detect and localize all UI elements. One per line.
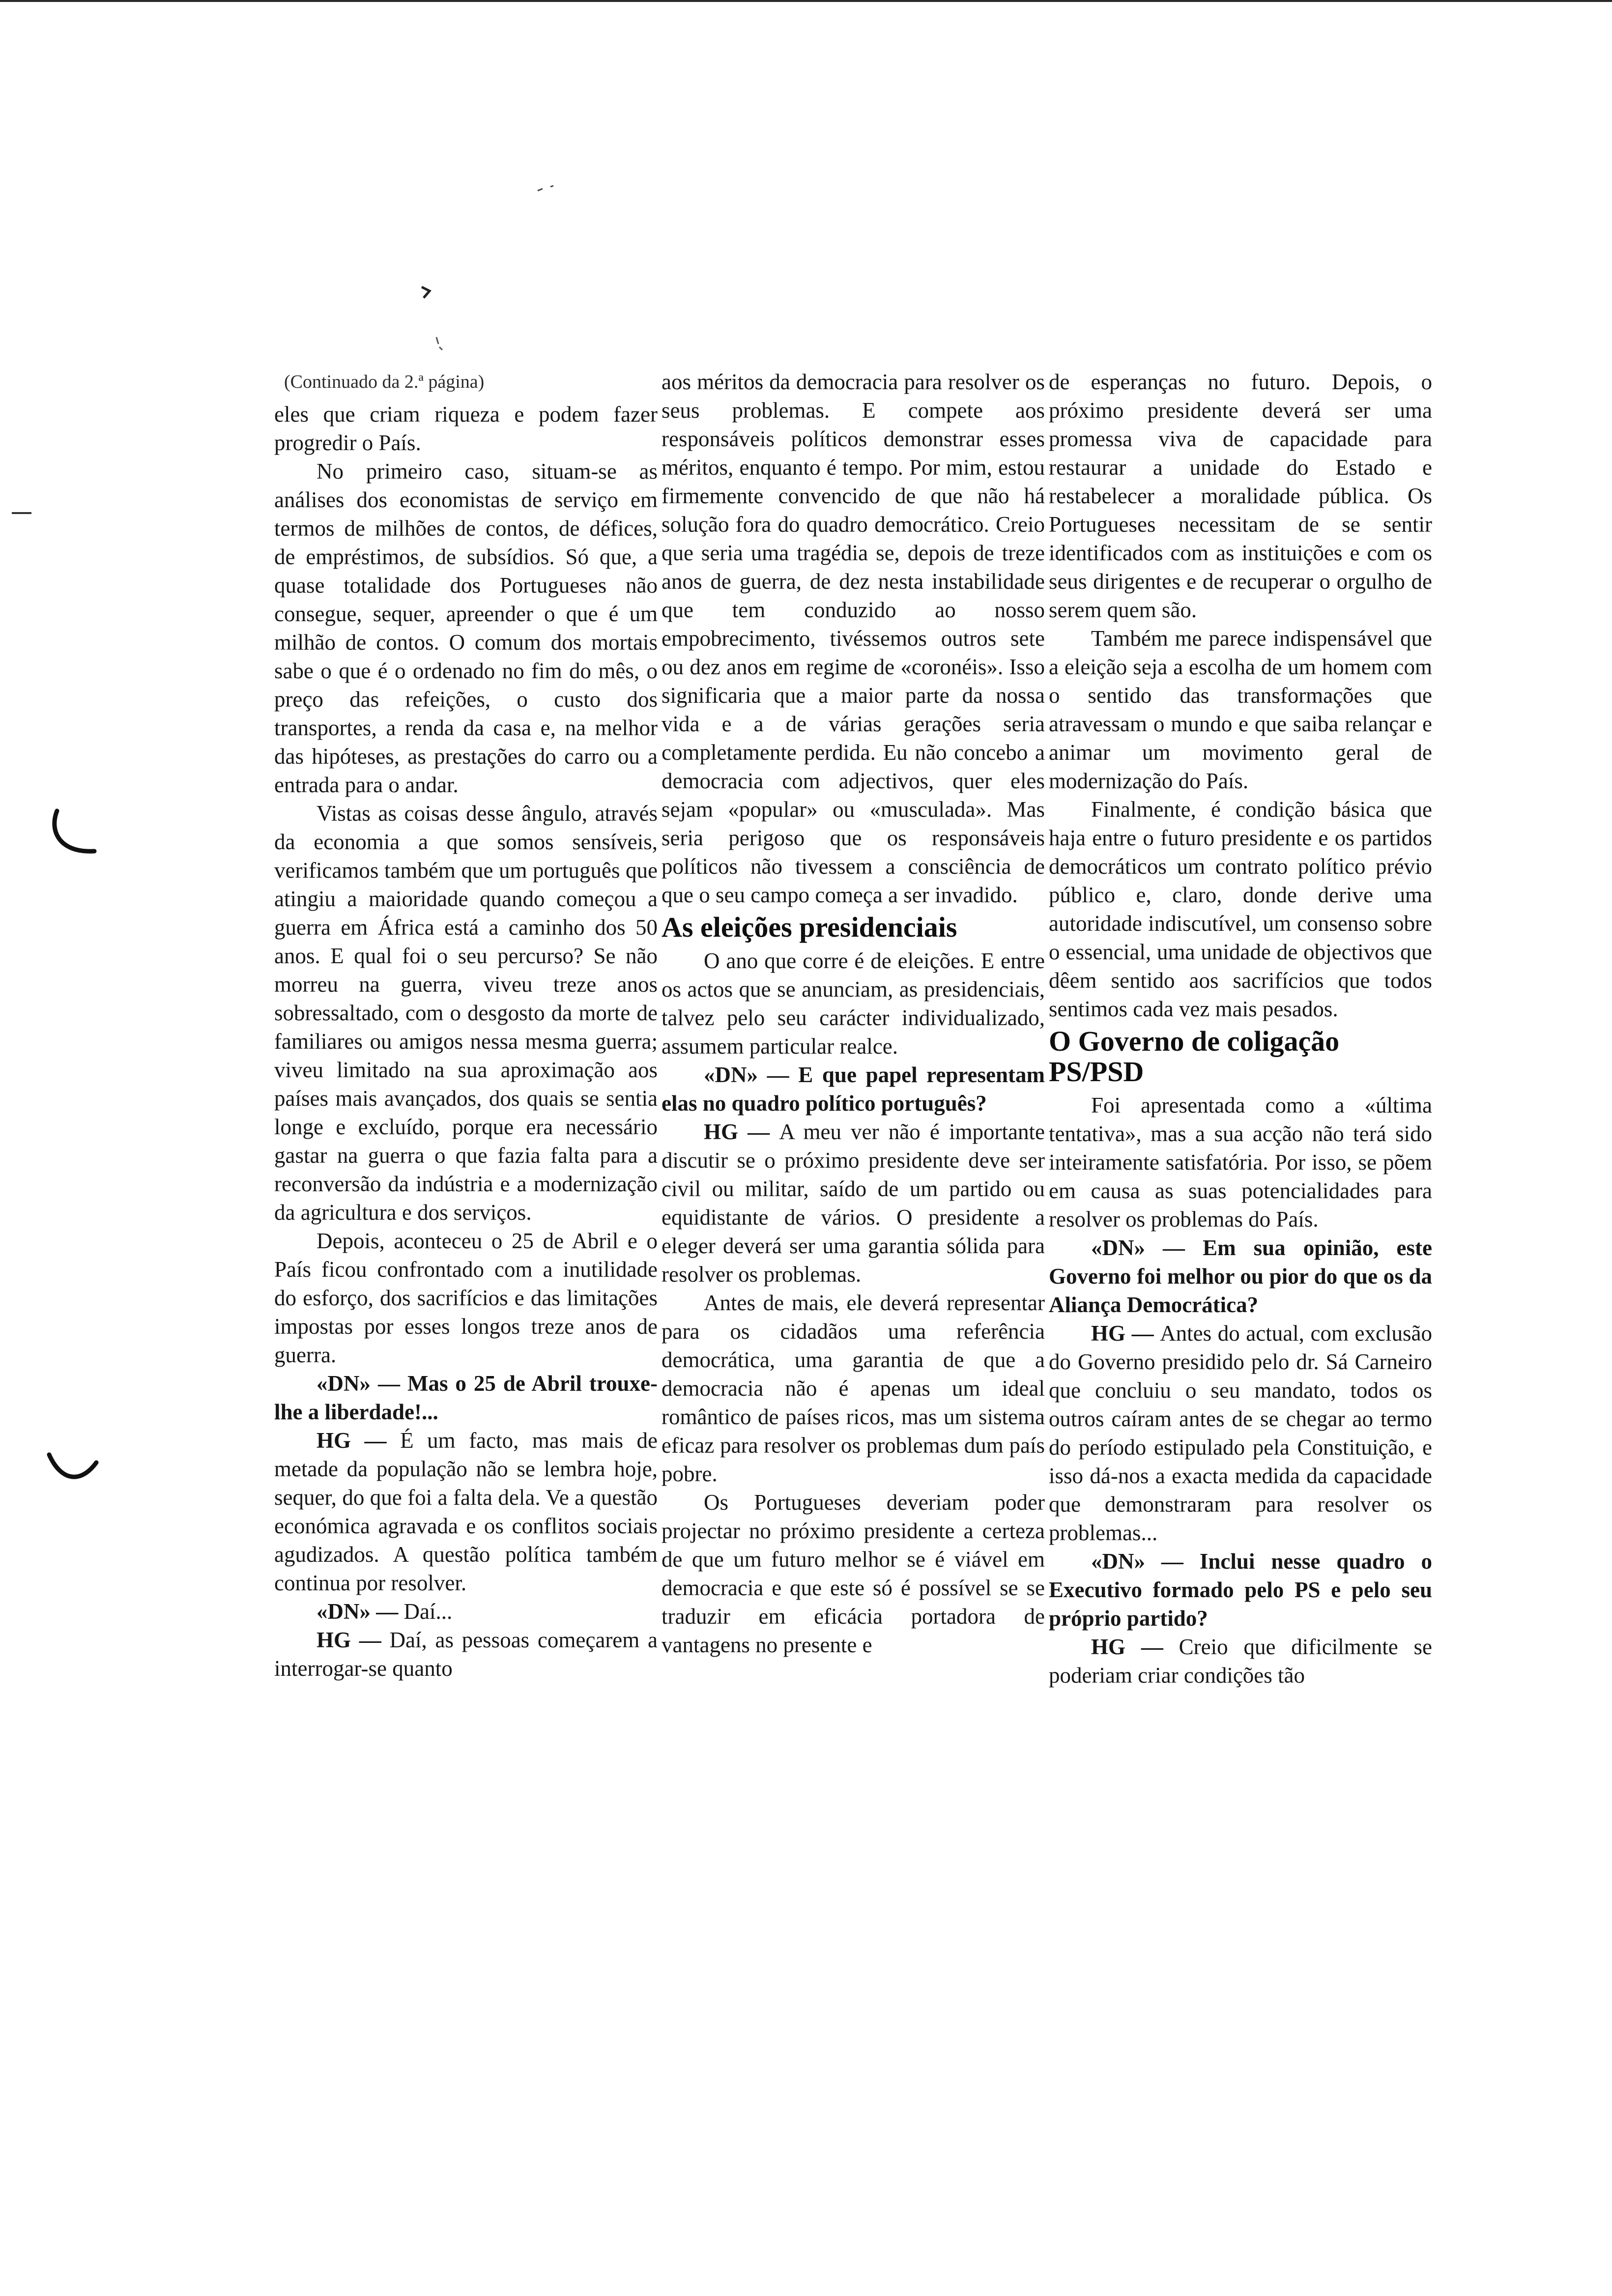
- article-column-2: [662, 368, 1045, 1659]
- article-paragraph: [1049, 1633, 1432, 1690]
- article-paragraph: [662, 1488, 1045, 1659]
- bold-text-run: HG —: [317, 1628, 390, 1652]
- continued-paragraph: [1049, 368, 1432, 624]
- text-run: Os Portugueses deveriam poder projectar no próximo presidente a certeza de que um futuro melhor se é viável em democracia e que este só é possível se se traduzir em eficácia portadora de vantagens no presente e: [662, 1490, 1045, 1657]
- bold-text-run: «DN» —: [1091, 1235, 1203, 1260]
- bold-text-run: «DN» —: [704, 1062, 799, 1087]
- text-run: Foi apresentada como a «última tentativa», mas a sua acção não terá sido inteiramente satisfatória. Por isso, se põem em causa as suas potencialidades para resolver os problemas do País.: [1049, 1093, 1432, 1232]
- text-run: Daí...: [403, 1599, 453, 1624]
- text-run: Depois, aconteceu o 25 de Abril e o País ficou confrontado com a inutilidade do esforço, dos sacrifícios e das limitações impostas por esses longos treze anos de guerra.: [274, 1229, 658, 1367]
- text-run: Também me parece indispensável que a eleição seja a escolha de um homem com o sentido das transformações que atravessam o mundo e que saiba relançar e animar um movimento geral de modernização do País.: [1049, 626, 1432, 793]
- article-paragraph: [662, 1289, 1045, 1488]
- continuation-note: [274, 368, 658, 396]
- article-paragraph: [1049, 1319, 1432, 1547]
- text-run: Daí, as pessoas começarem a interrogar-se quanto: [274, 1628, 658, 1681]
- bold-text-run: HG —: [704, 1119, 779, 1144]
- article-paragraph: [274, 457, 658, 799]
- article-paragraph: [1049, 624, 1432, 795]
- text-run: É um facto, mas mais de metade da população não se lembra hoje, sequer, do que foi a falta dela. Ve a questão económica agravada e os conflitos sociais agudizados. A questão política também continua por resolver.: [274, 1428, 658, 1595]
- text-run: eles que criam riqueza e podem fazer progredir o País.: [274, 402, 658, 455]
- bold-text-run: «DN» —: [317, 1599, 404, 1624]
- bold-text-run: HG —: [317, 1428, 401, 1453]
- text-run: Finalmente, é condição básica que haja entre o futuro presidente e os partidos democráticos um contrato político prévio público e, claro, donde derive uma autoridade indiscutível, um consenso sobre o essencial, uma unidade de objectivos que dêem sentido aos sacrifícios que todos sentimos cada vez mais pesados.: [1049, 797, 1432, 1021]
- article-paragraph: [1049, 1547, 1432, 1633]
- continued-paragraph: [662, 368, 1045, 909]
- bold-text-run: «DN» —: [1091, 1549, 1200, 1574]
- section-heading: [662, 912, 1045, 943]
- article-paragraph: [1049, 1234, 1432, 1319]
- bold-text-run: Em sua opinião, este Governo foi melhor ou pior do que os da Aliança Democrática?: [1049, 1235, 1432, 1317]
- text-run: Creio que dificilmente se poderiam criar condições tão: [1049, 1635, 1432, 1688]
- margin-bracket-mark-upper: [39, 806, 103, 865]
- article-paragraph: [274, 1227, 658, 1369]
- article-paragraph: [274, 799, 658, 1227]
- article-paragraph: [662, 1061, 1045, 1118]
- bold-text-run: HG —: [1091, 1635, 1179, 1659]
- scan-top-rule: [0, 0, 1612, 2]
- bold-text-run: Mas o 25 de Abril trouxe-lhe a liberdade!...: [274, 1371, 658, 1424]
- article-paragraph: [1049, 1091, 1432, 1234]
- article-paragraph: [274, 1597, 658, 1626]
- continued-paragraph: [274, 400, 658, 457]
- text-run: No primeiro caso, situam-se as análises dos economistas de serviço em termos de milhões de contos, de défices, de empréstimos, de subsídios. Só que, a quase totalidade dos Portugueses não consegue, sequer, apreender o que é um milhão de contos. O comum dos mortais sabe o que é o ordenado no fim do mês, o preço das refeições, o custo dos transportes, a renda da casa e, na melhor das hipóteses, as prestações do carro ou a entrada para o andar.: [274, 459, 658, 797]
- scan-tick-mark: [417, 283, 436, 313]
- text-run: (Continuado da 2.ª página): [284, 372, 485, 392]
- text-run: Antes de mais, ele deverá representar para os cidadãos uma referência democrática, uma garantia de que a democracia não é apenas um ideal romântico de países ricos, mas um sistema eficaz para resolver os problemas dum país pobre.: [662, 1291, 1045, 1486]
- bold-text-run: «DN» —: [317, 1371, 407, 1396]
- article-paragraph: [274, 1626, 658, 1683]
- bold-text-run: E que papel representam elas no quadro político português?: [662, 1062, 1045, 1116]
- article-paragraph: [274, 1426, 658, 1597]
- article-paragraph: [662, 947, 1045, 1061]
- article-column-1: [274, 368, 658, 1683]
- scan-mark-top: [531, 177, 560, 197]
- bold-text-run: Inclui nesse quadro o Executivo formado pelo PS e pelo seu próprio partido?: [1049, 1549, 1432, 1631]
- bold-text-run: HG —: [1091, 1321, 1160, 1346]
- article-column-3: [1049, 368, 1432, 1690]
- article-paragraph: [1049, 795, 1432, 1023]
- margin-bracket-mark-lower: [41, 1445, 105, 1499]
- scan-dot-mark: [432, 334, 447, 354]
- text-run: As eleições presidenciais: [662, 911, 957, 943]
- text-run: aos méritos da democracia para resolver os seus problemas. E compete aos responsáveis políticos demonstrar esses méritos, enquanto é tempo. Por mim, estou firmemente convencido de que não há solução fora do quadro democrático. Creio que seria uma tragédia se, depois de treze anos de guerra, de dez nesta instabilidade que tem conduzido ao nosso empobrecimento, tivéssemos outros sete ou dez anos em regime de «coronéis». Isso significaria que a maior parte da nossa vida e a de várias gerações seria completamente perdida. Eu não concebo a democracia com adjectivos, quer eles sejam «popular» ou «musculada». Mas seria perigoso que os responsáveis políticos não tivessem a consciência de que o seu campo começa a ser invadido.: [662, 370, 1045, 907]
- text-run: Vistas as coisas desse ângulo, através da economia a que somos sensíveis, verificamos também que um português que atingiu a maioridade quando começou a guerra em África está a caminho dos 50 anos. E qual foi o seu percurso? Se não morreu na guerra, viveu treze anos sobressaltado, com o desgosto da morte de familiares ou amigos nessa mesma guerra; viveu limitado na sua aproximação aos países mais avançados, dos quais se sentia longe e excluído, porque era necessário gastar na guerra o que fazia falta para a reconversão da indústria e a modernização da agricultura e dos serviços.: [274, 801, 658, 1225]
- margin-dash-mark: [10, 508, 34, 518]
- text-run: O ano que corre é de eleições. E entre os actos que se anunciam, as presidenciais, talvez pelo seu carácter individualizado, assumem particular realce.: [662, 948, 1045, 1059]
- text-run: de esperanças no futuro. Depois, o próximo presidente deverá ser uma promessa viva de capacidade para restaurar a unidade do Estado e restabelecer a moralidade pública. Os Portugueses necessitam de se sentir identificados com as instituições e com os seus dirigentes e de recuperar o orgulho de serem quem são.: [1049, 370, 1432, 622]
- section-heading: [1049, 1026, 1432, 1087]
- text-run: A meu ver não é importante discutir se o próximo presidente deve ser civil ou militar, saído de um partido ou equidistante de vários. O presidente a eleger deverá ser uma garantia sólida para resolver os problemas.: [662, 1119, 1045, 1287]
- text-run: Antes do actual, com exclusão do Governo presidido pelo dr. Sá Carneiro que concluiu o seu mandato, todos os outros caíram antes de se chegar ao termo do período estipulado pela Constituição, e isso dá-nos a exacta medida da capacidade que demonstraram para resolver os problemas...: [1049, 1321, 1432, 1545]
- article-paragraph: [274, 1369, 658, 1426]
- article-paragraph: [662, 1118, 1045, 1289]
- text-run: O Governo de coligação PS/PSD: [1049, 1025, 1340, 1088]
